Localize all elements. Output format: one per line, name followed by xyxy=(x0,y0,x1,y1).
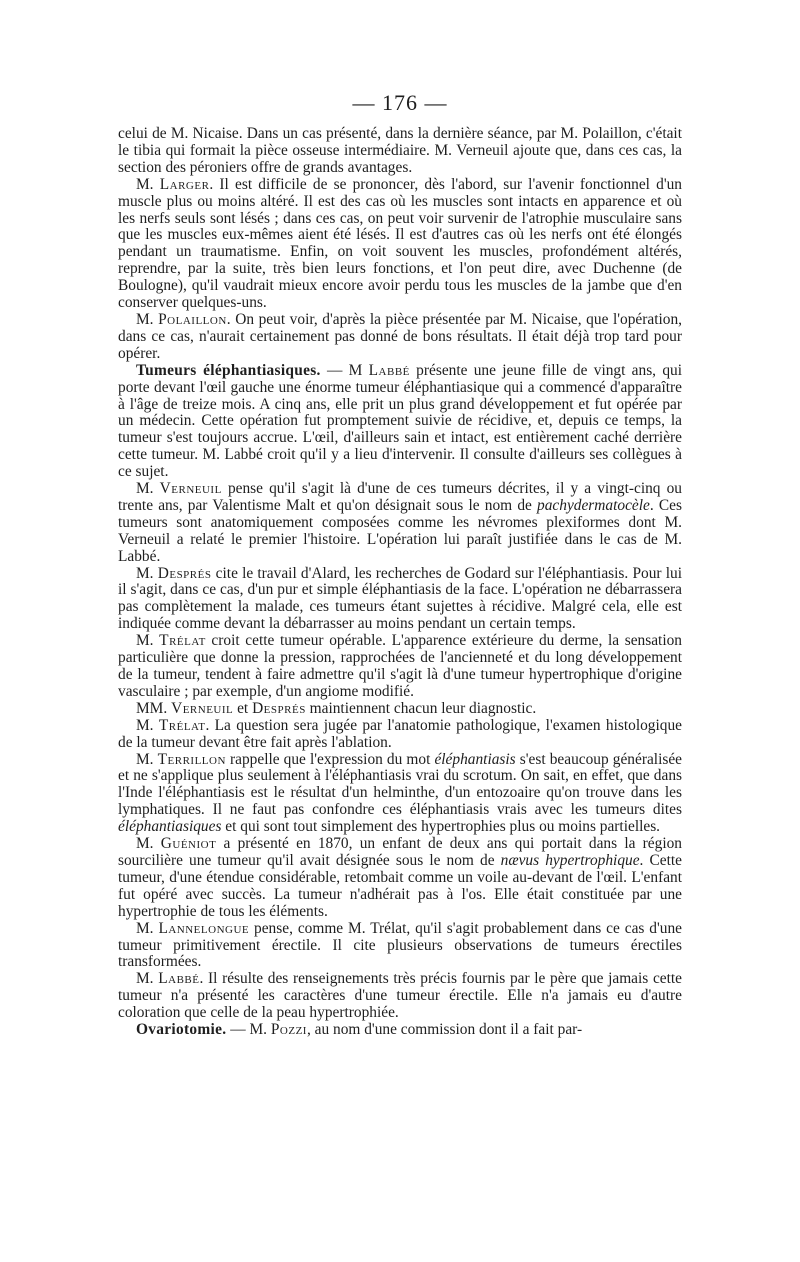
text-run: M. xyxy=(136,632,160,650)
italic-term: nævus hypertrophique xyxy=(500,851,640,869)
paragraph xyxy=(118,312,682,363)
text-run: . Ces tumeurs sont anatomiquement composées comme les névromes plexiformes dont M. Verneuil a relaté le premier l'histoire. L'opération lui paraît justifiée dans le cas de M. Labbé. xyxy=(118,496,682,565)
italic-term: éléphantiasis xyxy=(434,750,516,768)
body-text xyxy=(118,126,682,1039)
paragraph xyxy=(118,363,682,481)
speaker-name: Polaillon xyxy=(158,310,227,328)
italic-term: pachydermatocèle xyxy=(537,496,650,514)
paragraph xyxy=(118,566,682,634)
paragraph xyxy=(118,971,682,1022)
text-run: MM. xyxy=(136,699,172,717)
speaker-name: Terrillon xyxy=(157,750,226,768)
paragraph xyxy=(118,718,682,752)
text-run: et qui sont tout simplement des hypertrophies plus ou moins partielles. xyxy=(221,818,661,836)
text-run: a présenté en 1870, un enfant de deux ans qui portait dans la région sourcilière une tumeur qu'il avait désignée sous le nom de xyxy=(118,835,682,869)
speaker-name: Després xyxy=(157,564,212,582)
text-run: présente une jeune fille de vingt ans, qui porte devant l'œil gauche une énorme tumeur éléphantiasique qui a commencé d'apparaître à l'âge de treize mois. A cinq ans, elle prit un plus grand développement et fut opérée par un médecin. Cette opération fut promptement suivie de récidive, et, depuis ce temps, la tumeur s'est toujours accrue. L'œil, d'ailleurs sain et intact, est entièrement caché derrière cette tumeur. M. Labbé croit qu'il y a lieu d'intervenir. Il consulte d'ailleurs ses collègues à ce sujet. xyxy=(118,361,682,481)
paragraph xyxy=(118,633,682,701)
section-heading: Ovariotomie. xyxy=(136,1021,227,1039)
paragraph xyxy=(118,177,682,312)
text-run: — M. xyxy=(226,1021,271,1039)
text-run: cite le travail d'Alard, les recherches de Godard sur l'éléphantiasis. Pour lui il s'agit, dans ce cas, d'un pur et simple éléphantiasis de la face. L'opération ne débarrassera pas complètement la malade, ces tumeurs étant sujettes à récidive. Malgré cela, elle est indiquée comme devant la débarrasser au moins pendant un certain temps. xyxy=(118,564,682,633)
text-run: M. xyxy=(136,835,161,853)
text-run: M. xyxy=(136,480,160,498)
speaker-name: Labbé xyxy=(368,361,410,379)
speaker-name: Pozzi xyxy=(270,1021,307,1039)
text-run: pense, comme M. Trélat, qu'il s'agit probablement dans ce cas d'une tumeur primitivement érectile. Il cite plusieurs observations de tumeurs érectiles transformées. xyxy=(118,919,682,971)
text-run: croit cette tumeur opérable. L'apparence extérieure du derme, la sensation particulière que donne la pression, rapprochées de l'ancienneté et du long développement de la tumeur, tendent à faire admettre qu'il s'agit là d'une tumeur hypertrophique d'origine vasculaire ; par exemple, d'un angiome modifié. xyxy=(118,632,682,700)
speaker-name: Verneuil xyxy=(159,480,222,498)
italic-term: éléphantiasiques xyxy=(118,818,222,836)
page-number: — 176 — xyxy=(352,90,448,115)
text-run: M. xyxy=(136,310,159,328)
text-run: maintiennent chacun leur diagnostic. xyxy=(305,699,537,717)
text-run: pense qu'il s'agit là d'une de ces tumeurs décrites, il y a vingt-cinq ou trente ans, par Valentisme Malt et qu'on désignait sous le nom de xyxy=(118,480,682,514)
speaker-name: Trélat xyxy=(158,716,206,734)
paragraph xyxy=(118,921,682,972)
speaker-name: Lannelongue xyxy=(158,919,250,937)
text-run: rappelle que l'expression du mot xyxy=(225,750,435,768)
text-run: s'est beaucoup généralisée et ne s'applique plus seulement à l'éléphantiasis vrai du scrotum. On sait, en effet, que dans l'Inde l'éléphantiasis est le résultat d'un helminthe, d'un entozoaire qu'on trouve dans les lymphatiques. Il ne faut pas confondre ces éléphantiasis vrais avec les tumeurs dites xyxy=(118,750,682,819)
paragraph xyxy=(118,481,682,566)
text-run: . Il résulte des renseignements très précis fournis par le père que jamais cette tumeur n'a présenté les caractères d'une tumeur érectile. Elle n'a jamais eu d'autre coloration que celle de la peau hypertrophiée. xyxy=(118,970,683,1022)
speaker-name: Després xyxy=(252,699,306,717)
text-run: M. xyxy=(136,175,160,193)
text-run: M. xyxy=(136,970,159,988)
text-run: . On peut voir, d'après la pièce présentée par M. Nicaise, que l'opération, dans ce cas, n'aurait certainement pas donné de bons résultats. Il était déjà trop tard pour opérer. xyxy=(118,310,682,362)
text-run: et xyxy=(233,699,253,717)
paragraph xyxy=(118,836,682,921)
text-run: . Cette tumeur, d'une étendue considérable, retombait comme un voile au-devant de l'œil. L'enfant fut opéré avec succès. La tumeur n'adhérait pas à l'os. Elle était constituée par une hypertrophie de tous les éléments. xyxy=(118,851,682,920)
text-run: M. xyxy=(136,716,159,734)
paragraph xyxy=(118,1022,682,1039)
text-run: M. xyxy=(136,564,158,582)
speaker-name: Verneuil xyxy=(171,699,234,717)
text-run: M. xyxy=(136,750,158,768)
speaker-name: Labbé xyxy=(158,970,200,988)
text-run: M. xyxy=(136,919,159,937)
text-run: , au nom d'une commission dont il a fait par- xyxy=(306,1021,583,1039)
speaker-name: Trélat xyxy=(159,632,206,650)
paragraph xyxy=(118,126,682,177)
text-run: celui de M. Nicaise. Dans un cas présenté, dans la dernière séance, par M. Polaillon, c'était le tibia qui formait la pièce osseuse intermédiaire. M. Verneuil ajoute que, dans ces cas, la section des péroniers offre de grands avantages. xyxy=(118,125,682,176)
text-run: — M xyxy=(320,361,369,379)
section-heading: Tumeurs éléphantiasiques. xyxy=(136,361,321,379)
text-run: . La question sera jugée par l'anatomie pathologique, l'examen histologique de la tumeur devant être fait après l'ablation. xyxy=(118,716,682,751)
paragraph xyxy=(118,701,682,718)
paragraph xyxy=(118,752,682,837)
speaker-name: Larger xyxy=(159,175,210,193)
text-run: . Il est difficile de se prononcer, dès l'abord, sur l'avenir fonctionnel d'un muscle plus ou moins altéré. Il est des cas où les muscles sont intacts en apparence et où les nerfs seuls sont lésés ; dans ces cas, on peut voir survenir de l'atrophie musculaire sans que les muscles eux-mêmes aient été lésés. Il est d'autres cas où les nerfs ont été élongés pendant un traumatisme. Enfin, on voit souvent les muscles, profondément altérés, reprendre, par la suite, très bien leurs fonctions, et l'on peut dire, avec Duchenne (de Boulogne), qu'il vaudrait mieux encore avoir perdu tous les muscles de la jambe que d'en conserver quelques-uns. xyxy=(118,175,682,312)
speaker-name: Guéniot xyxy=(160,835,217,853)
